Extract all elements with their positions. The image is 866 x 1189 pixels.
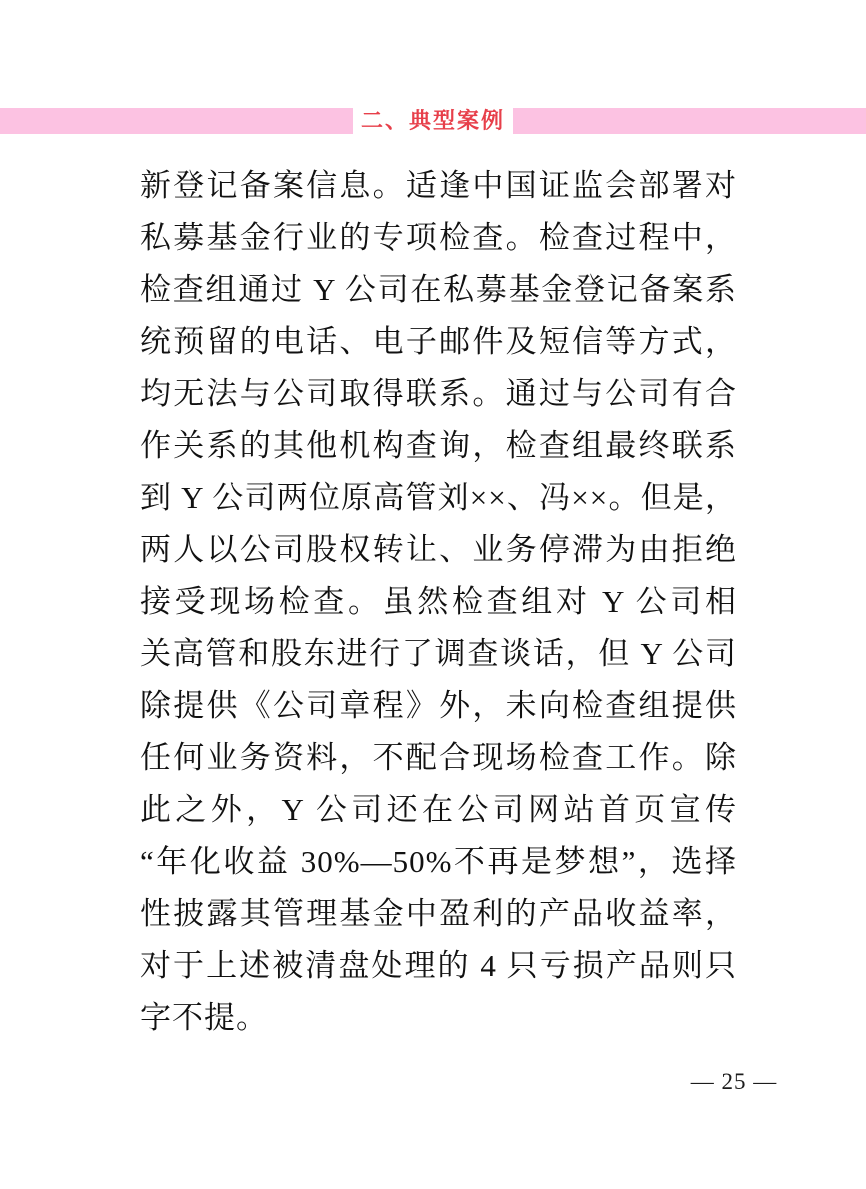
- body-text-line: 字不提。: [140, 1000, 268, 1035]
- section-title: 二、典型案例: [360, 108, 505, 133]
- header-divider-left: [0, 108, 353, 134]
- header-divider-right: [513, 108, 866, 134]
- body-text-line: 任何业务资料，不配合现场检查工作。除: [140, 740, 737, 775]
- body-paragraph: [140, 160, 737, 1044]
- body-text-line: 关高管和股东进行了调查谈话，但 Y 公司: [140, 636, 737, 671]
- body-text-line: 除提供《公司章程》外，未向检查组提供: [140, 688, 737, 723]
- body-text-line: 新登记备案信息。适逢中国证监会部署对: [140, 168, 737, 203]
- body-text-line: 到 Y 公司两位原高管刘××、冯××。但是，: [140, 480, 737, 515]
- body-text-line: 两人以公司股权转让、业务停滞为由拒绝: [140, 532, 737, 567]
- body-text-line: 性披露其管理基金中盈利的产品收益率，: [140, 896, 737, 931]
- body-text-line: 检查组通过 Y 公司在私募基金登记备案系: [140, 272, 737, 307]
- page-number: — 25 —: [690, 1069, 778, 1094]
- body-text-line: 此之外，Y 公司还在公司网站首页宣传: [140, 792, 737, 827]
- body-text-line: 统预留的电话、电子邮件及短信等方式，: [140, 324, 737, 359]
- body-text-line: 作关系的其他机构查询，检查组最终联系: [140, 428, 737, 463]
- body-text-line: 均无法与公司取得联系。通过与公司有合: [140, 376, 737, 411]
- body-text-line: 接受现场检查。虽然检查组对 Y 公司相: [140, 584, 737, 619]
- body-text-line: “年化收益 30%—50%不再是梦想”，选择: [140, 844, 737, 879]
- body-text-line: 对于上述被清盘处理的 4 只亏损产品则只: [140, 948, 737, 983]
- body-text-line: 私募基金行业的专项检查。检查过程中，: [140, 220, 737, 255]
